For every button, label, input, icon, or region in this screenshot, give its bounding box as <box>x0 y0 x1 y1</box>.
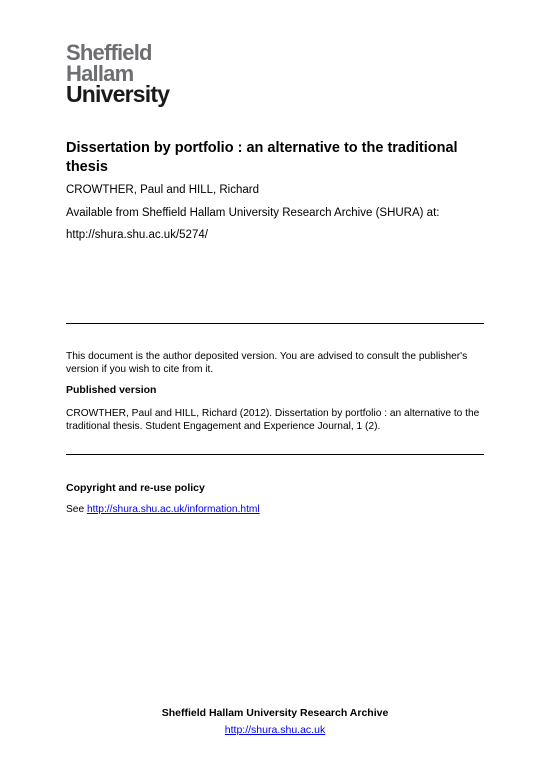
logo-line-sheffield: Sheffield <box>66 40 152 65</box>
document-authors: CROWTHER, Paul and HILL, Richard <box>66 184 260 196</box>
author-version-notice: This document is the author deposited version. You are advised to consult the publisher's version if you wish to cite from it. <box>66 351 468 375</box>
document-url: http://shura.shu.ac.uk/5274/ <box>66 229 208 241</box>
footer-title: Sheffield Hallam University Research Archive <box>161 707 389 719</box>
logo-line-university: University <box>66 81 170 107</box>
logo-line-hallam: Hallam <box>66 61 134 86</box>
published-version-heading: Published version <box>66 384 157 396</box>
copyright-heading: Copyright and re-use policy <box>66 482 205 494</box>
copyright-see-line <box>66 503 260 516</box>
published-citation: CROWTHER, Paul and HILL, Richard (2012). Dissertation by portfolio : an alternative to the traditional thesis. Student Engagement and Experience Journal, 1 (2). <box>66 408 480 432</box>
footer-link[interactable]: http://shura.shu.ac.uk <box>224 724 326 736</box>
footer <box>0 707 550 738</box>
information-link[interactable]: http://shura.shu.ac.uk/information.html <box>86 504 260 515</box>
divider-bottom <box>66 454 484 455</box>
availability-statement: Available from Sheffield Hallam University Research Archive (SHURA) at: <box>66 207 440 219</box>
divider-top <box>66 323 484 324</box>
see-label: See <box>66 504 87 515</box>
university-logo <box>66 42 196 105</box>
document-title: Dissertation by portfolio : an alternative to the traditional thesis <box>66 140 458 175</box>
